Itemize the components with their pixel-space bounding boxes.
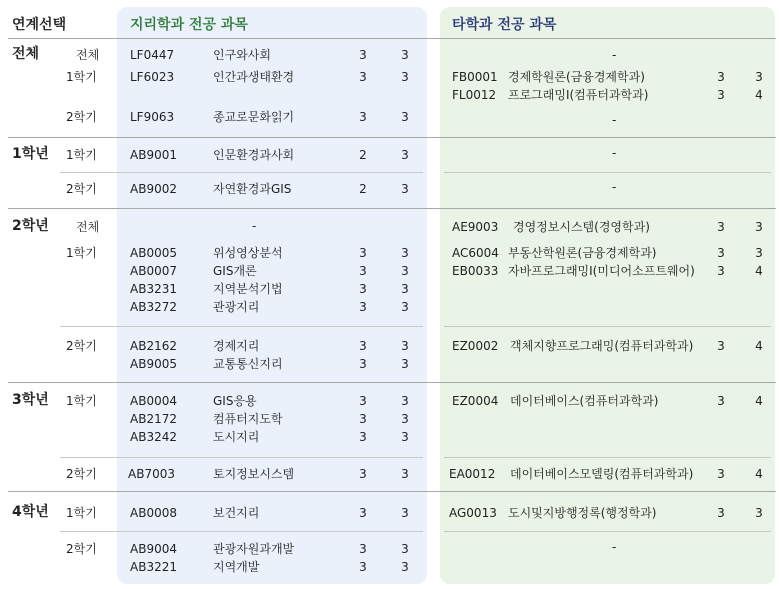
geo-course-code: AB9001 bbox=[130, 148, 177, 162]
semester-label: 전체 bbox=[76, 220, 100, 234]
other-course-hours: 4 bbox=[755, 467, 763, 481]
other-course-name: 객체지향프로그래밍(컴퓨터과학과) bbox=[510, 339, 694, 353]
geo-course-hours: 3 bbox=[401, 412, 409, 426]
geo-course-code: AB9004 bbox=[130, 542, 177, 556]
header-other-courses: 타학과 전공 과목 bbox=[452, 17, 557, 33]
other-course-credit: 3 bbox=[717, 246, 725, 260]
row-divider bbox=[60, 326, 423, 327]
other-course-name: 경영정보시스템(경영학과) bbox=[513, 220, 650, 234]
geo-course-name: 도시지리 bbox=[213, 430, 260, 444]
geo-course-credit: 3 bbox=[359, 542, 367, 556]
geo-course-name: 지역개발 bbox=[213, 560, 260, 574]
semester-label: 2학기 bbox=[66, 339, 97, 353]
row-divider bbox=[60, 457, 423, 458]
other-empty-dash: - bbox=[612, 113, 617, 127]
geo-course-name: 인문환경과사회 bbox=[213, 148, 295, 162]
geo-course-code: AB3231 bbox=[130, 282, 177, 296]
other-course-hours: 4 bbox=[755, 88, 763, 102]
other-course-code: FL0012 bbox=[452, 88, 497, 102]
geo-course-code: AB3272 bbox=[130, 300, 177, 314]
geo-course-hours: 3 bbox=[401, 467, 409, 481]
geo-course-name: 컴퓨터지도학 bbox=[213, 412, 283, 426]
geo-course-hours: 3 bbox=[401, 48, 409, 62]
semester-label: 1학기 bbox=[66, 506, 97, 520]
geo-course-code: AB3221 bbox=[130, 560, 177, 574]
other-empty-dash: - bbox=[612, 146, 617, 160]
geo-course-name: 위성영상분석 bbox=[213, 246, 283, 260]
semester-label: 1학기 bbox=[66, 246, 97, 260]
geo-course-hours: 3 bbox=[401, 542, 409, 556]
semester-label: 전체 bbox=[76, 48, 100, 62]
geo-empty-dash: - bbox=[252, 219, 257, 233]
geo-course-code: AB3242 bbox=[130, 430, 177, 444]
geo-course-name: 자연환경과GIS bbox=[213, 182, 292, 196]
geo-course-code: AB9002 bbox=[130, 182, 177, 196]
geo-course-hours: 3 bbox=[401, 506, 409, 520]
geo-course-code: AB0008 bbox=[130, 506, 177, 520]
geo-course-credit: 3 bbox=[359, 560, 367, 574]
grade-label: 2학년 bbox=[12, 218, 49, 234]
other-course-name: 데이터베이스(컴퓨터과학과) bbox=[510, 394, 659, 408]
semester-label: 1학기 bbox=[66, 148, 97, 162]
semester-label: 2학기 bbox=[66, 182, 97, 196]
geo-course-code: AB2162 bbox=[130, 339, 177, 353]
row-divider bbox=[444, 326, 771, 327]
geo-course-credit: 2 bbox=[359, 182, 367, 196]
geo-course-name: 경제지리 bbox=[213, 339, 260, 353]
geo-course-hours: 3 bbox=[401, 264, 409, 278]
geo-course-name: 인간과생태환경 bbox=[213, 70, 295, 84]
geo-course-name: GIS응용 bbox=[213, 394, 257, 408]
other-course-credit: 3 bbox=[717, 467, 725, 481]
geo-course-code: AB2172 bbox=[130, 412, 177, 426]
other-course-name: 자바프로그래밍I(미디어소프트웨어) bbox=[508, 264, 695, 278]
geo-course-hours: 3 bbox=[401, 560, 409, 574]
geo-course-code: AB7003 bbox=[128, 467, 175, 481]
geo-course-code: AB9005 bbox=[130, 357, 177, 371]
grade-label: 1학년 bbox=[12, 146, 49, 162]
row-divider bbox=[60, 172, 423, 173]
semester-label: 1학기 bbox=[66, 394, 97, 408]
geo-course-name: 종교로문화읽기 bbox=[213, 110, 295, 124]
row-divider bbox=[8, 491, 776, 492]
other-course-credit: 3 bbox=[717, 220, 725, 234]
row-divider bbox=[8, 208, 776, 209]
other-course-code: AC6004 bbox=[452, 246, 499, 260]
other-empty-dash: - bbox=[612, 180, 617, 194]
geo-course-credit: 3 bbox=[359, 357, 367, 371]
other-course-hours: 3 bbox=[755, 70, 763, 84]
row-divider bbox=[8, 382, 776, 383]
geo-course-name: 토지정보시스템 bbox=[213, 467, 295, 481]
semester-label: 2학기 bbox=[66, 542, 97, 556]
row-divider bbox=[444, 531, 771, 532]
other-course-name: 도시및지방행정록(행정학과) bbox=[508, 506, 657, 520]
geo-course-hours: 3 bbox=[401, 430, 409, 444]
row-divider bbox=[8, 137, 776, 138]
other-course-credit: 3 bbox=[717, 264, 725, 278]
geo-course-name: 보건지리 bbox=[213, 506, 260, 520]
geo-course-code: LF6023 bbox=[130, 70, 175, 84]
geo-course-hours: 3 bbox=[401, 300, 409, 314]
other-course-code: FB0001 bbox=[452, 70, 498, 84]
geo-course-credit: 3 bbox=[359, 412, 367, 426]
row-divider bbox=[60, 531, 423, 532]
geo-course-credit: 2 bbox=[359, 148, 367, 162]
other-course-name: 경제학원론(금융경제학과) bbox=[508, 70, 645, 84]
other-course-code: EA0012 bbox=[449, 467, 496, 481]
other-course-code: AE9003 bbox=[452, 220, 499, 234]
other-course-credit: 3 bbox=[717, 339, 725, 353]
grade-label: 전체 bbox=[12, 46, 40, 62]
geo-course-hours: 3 bbox=[401, 357, 409, 371]
semester-label: 1학기 bbox=[66, 70, 97, 84]
geo-course-credit: 3 bbox=[359, 246, 367, 260]
other-course-hours: 4 bbox=[755, 394, 763, 408]
geo-course-credit: 3 bbox=[359, 467, 367, 481]
geo-course-hours: 3 bbox=[401, 394, 409, 408]
geo-course-code: AB0004 bbox=[130, 394, 177, 408]
other-course-hours: 4 bbox=[755, 339, 763, 353]
geo-course-hours: 3 bbox=[401, 246, 409, 260]
geo-course-credit: 3 bbox=[359, 430, 367, 444]
geo-course-name: 교통통신지리 bbox=[213, 357, 283, 371]
row-divider bbox=[444, 457, 771, 458]
geo-course-name: 인구와사회 bbox=[213, 48, 271, 62]
other-course-code: EZ0002 bbox=[452, 339, 499, 353]
geo-course-credit: 3 bbox=[359, 339, 367, 353]
geo-course-hours: 3 bbox=[401, 110, 409, 124]
semester-label: 2학기 bbox=[66, 110, 97, 124]
grade-label: 4학년 bbox=[12, 504, 49, 520]
other-course-hours: 4 bbox=[755, 264, 763, 278]
other-course-hours: 3 bbox=[755, 246, 763, 260]
geo-course-credit: 3 bbox=[359, 48, 367, 62]
geo-course-code: AB0007 bbox=[130, 264, 177, 278]
geo-course-name: 지역분석기법 bbox=[213, 282, 283, 296]
other-course-code: AG0013 bbox=[449, 506, 497, 520]
row-divider bbox=[8, 38, 776, 39]
geo-course-hours: 3 bbox=[401, 148, 409, 162]
other-course-hours: 3 bbox=[755, 220, 763, 234]
geo-course-hours: 3 bbox=[401, 339, 409, 353]
other-empty-dash: - bbox=[612, 48, 617, 62]
other-course-hours: 3 bbox=[755, 506, 763, 520]
geo-course-credit: 3 bbox=[359, 300, 367, 314]
other-course-credit: 3 bbox=[717, 506, 725, 520]
geo-course-code: LF0447 bbox=[130, 48, 175, 62]
geo-course-hours: 3 bbox=[401, 282, 409, 296]
grade-label: 3학년 bbox=[12, 392, 49, 408]
geo-course-credit: 3 bbox=[359, 110, 367, 124]
other-course-code: EZ0004 bbox=[452, 394, 499, 408]
header-geo-courses: 지리학과 전공 과목 bbox=[130, 17, 248, 33]
other-course-name: 부동산학원론(금융경제학과) bbox=[508, 246, 657, 260]
geo-course-credit: 3 bbox=[359, 394, 367, 408]
other-course-credit: 3 bbox=[717, 394, 725, 408]
geo-course-name: 관광지리 bbox=[213, 300, 260, 314]
geo-course-credit: 3 bbox=[359, 506, 367, 520]
geo-course-name: GIS개론 bbox=[213, 264, 257, 278]
other-course-code: EB0033 bbox=[452, 264, 499, 278]
geo-course-credit: 3 bbox=[359, 282, 367, 296]
header-select: 연계선택 bbox=[12, 17, 67, 33]
other-course-credit: 3 bbox=[717, 88, 725, 102]
semester-label: 2학기 bbox=[66, 467, 97, 481]
geo-course-credit: 3 bbox=[359, 70, 367, 84]
geo-course-credit: 3 bbox=[359, 264, 367, 278]
geo-course-name: 관광자원과개발 bbox=[213, 542, 295, 556]
geo-course-hours: 3 bbox=[401, 70, 409, 84]
geo-course-hours: 3 bbox=[401, 182, 409, 196]
geo-course-code: AB0005 bbox=[130, 246, 177, 260]
geo-course-code: LF9063 bbox=[130, 110, 175, 124]
other-course-name: 프로그래밍I(컴퓨터과학과) bbox=[508, 88, 649, 102]
other-course-name: 데이터베이스모델링(컴퓨터과학과) bbox=[510, 467, 694, 481]
row-divider bbox=[444, 172, 771, 173]
other-empty-dash: - bbox=[612, 540, 617, 554]
other-course-credit: 3 bbox=[717, 70, 725, 84]
